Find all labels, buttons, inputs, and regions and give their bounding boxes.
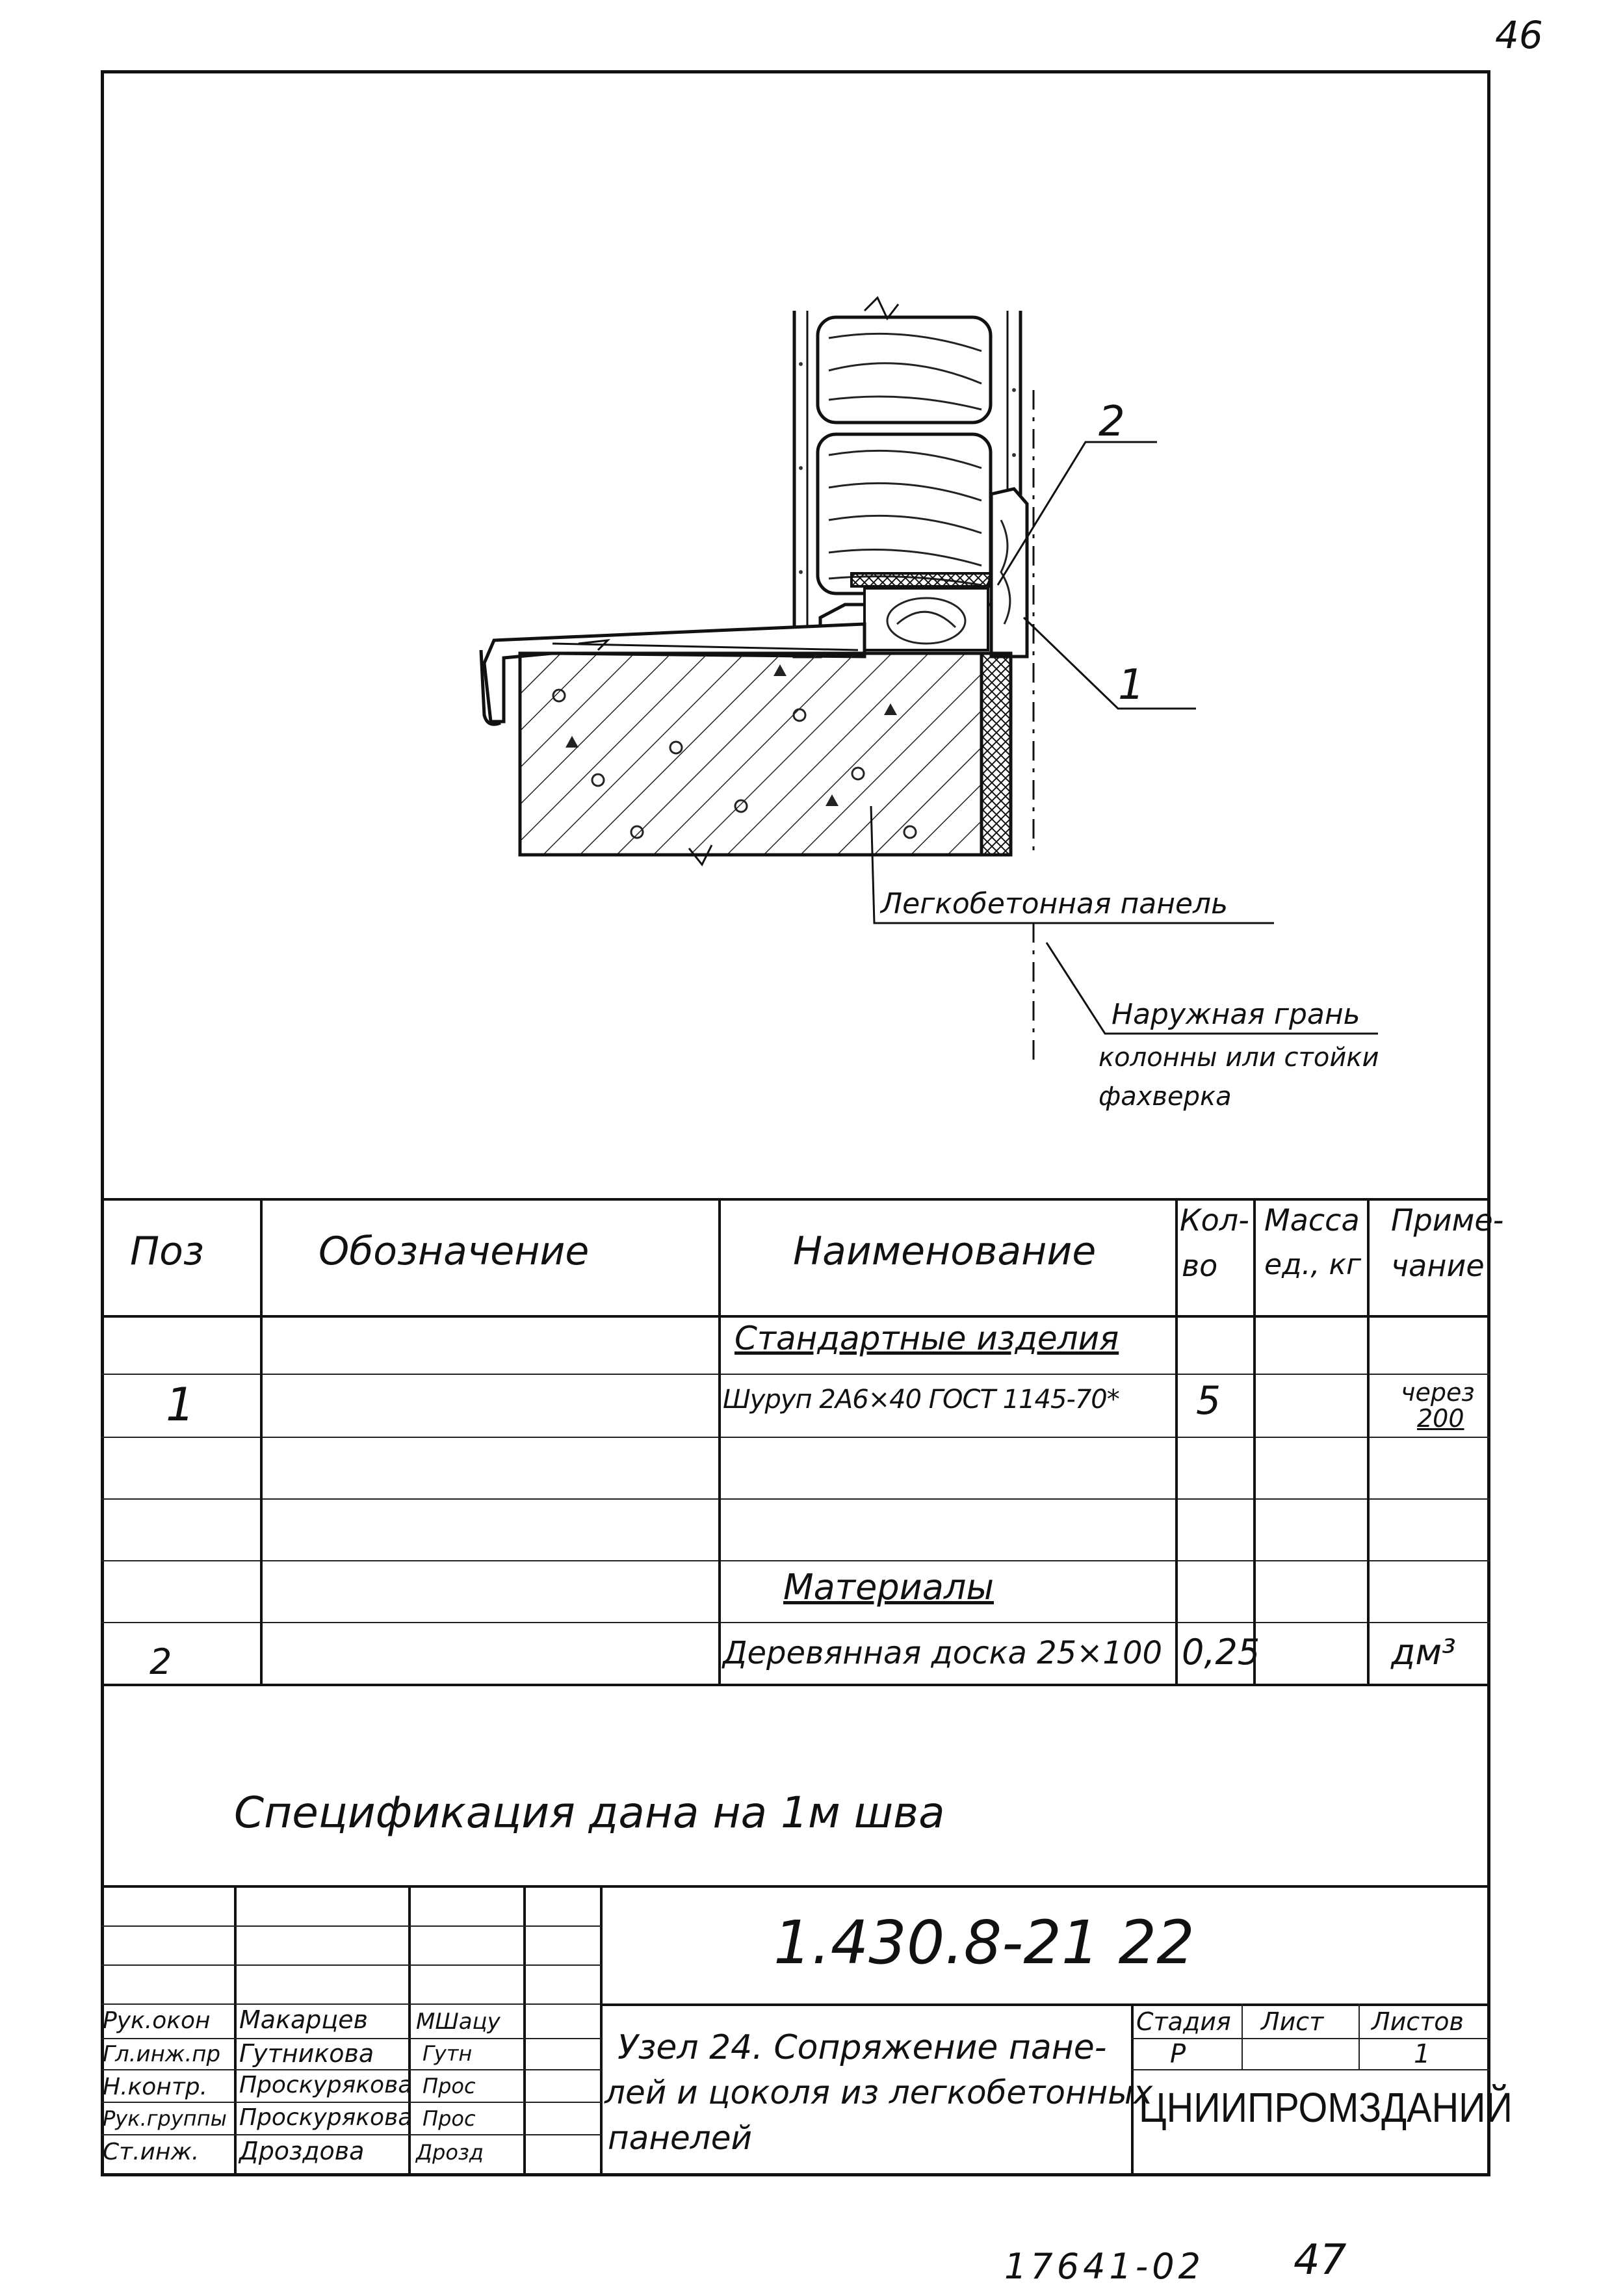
sign-1: Гутн xyxy=(422,2041,473,2066)
header-qty-2: во xyxy=(1182,1248,1218,1283)
title-line-1: Узел 24. Сопряжение пане- xyxy=(618,2028,1107,2067)
row2-note: дм³ xyxy=(1391,1632,1456,1673)
header-mass-2: ед., кг xyxy=(1264,1248,1362,1281)
stage-header: Стадия xyxy=(1136,2007,1231,2036)
title-line-3: панелей xyxy=(608,2119,752,2157)
header-pos: Поз xyxy=(130,1229,204,1274)
row2-qty: 0,25 xyxy=(1182,1632,1260,1673)
name-4: Дроздова xyxy=(239,2137,365,2165)
header-name: Наименование xyxy=(793,1229,1097,1274)
bottom-stamp: 17641-02 xyxy=(1004,2246,1204,2287)
page-number-top: 46 xyxy=(1495,13,1543,57)
name-0: Макарцев xyxy=(239,2005,369,2034)
callout-2: 2 xyxy=(1098,398,1125,446)
row1-note-2: 200 xyxy=(1417,1404,1464,1433)
row2-name: Деревянная доска 25×100 xyxy=(723,1635,1163,1671)
lower-concrete-panel xyxy=(520,653,1011,865)
name-2: Проскурякова xyxy=(239,2072,413,2098)
row1-name: Шуруп 2А6×40 ГОСТ 1145-70* xyxy=(723,1385,1119,1415)
name-3: Проскурякова xyxy=(239,2104,413,2131)
doc-code: 1.430.8-21 22 xyxy=(774,1908,1195,1977)
sign-2: Прос xyxy=(422,2074,476,2098)
name-1: Гутникова xyxy=(239,2039,374,2068)
role-4: Ст.инж. xyxy=(103,2139,200,2165)
row1-pos: 1 xyxy=(166,1378,195,1431)
sign-0: МШацу xyxy=(416,2009,500,2035)
role-1: Гл.инж.пр xyxy=(103,2041,221,2067)
title-line-2: лей и цоколя из легкобетонных xyxy=(604,2074,1153,2111)
label-panel: Легкобетонная панель xyxy=(881,887,1228,920)
role-2: Н.контр. xyxy=(103,2074,208,2100)
header-qty-1: Кол- xyxy=(1180,1203,1249,1238)
header-mass-1: Масса xyxy=(1264,1203,1360,1238)
sheets-header: Листов xyxy=(1372,2007,1464,2036)
organization: ЦНИИПРОМЗДАНИЙ xyxy=(1139,2084,1513,2131)
sign-3: Прос xyxy=(422,2106,476,2131)
section-standard: Стандартные изделия xyxy=(734,1320,1119,1357)
sheets-value: 1 xyxy=(1414,2039,1431,2069)
header-note-1: Приме- xyxy=(1391,1203,1504,1238)
row1-qty: 5 xyxy=(1196,1378,1221,1424)
label-face-1: Наружная грань xyxy=(1112,998,1360,1031)
label-face-3: фахверка xyxy=(1098,1082,1232,1112)
spec-footnote: Спецификация дана на 1м шва xyxy=(234,1788,945,1838)
role-0: Рук.окон xyxy=(103,2007,211,2034)
section-materials: Материалы xyxy=(783,1567,994,1608)
sealing-strip xyxy=(852,573,991,586)
sign-4: Дрозд xyxy=(416,2140,484,2165)
stage-value: Р xyxy=(1170,2039,1186,2069)
wooden-board xyxy=(991,489,1027,657)
bottom-page: 47 xyxy=(1294,2236,1347,2284)
header-note-2: чание xyxy=(1391,1248,1485,1283)
callout-1: 1 xyxy=(1118,661,1145,709)
row1-note-1: через xyxy=(1401,1378,1475,1407)
packing-element xyxy=(864,588,988,650)
sheet-header: Лист xyxy=(1261,2007,1324,2036)
label-face-2: колонны или стойки xyxy=(1098,1043,1379,1073)
header-designation: Обозначение xyxy=(318,1229,590,1274)
row2-pos: 2 xyxy=(150,1641,172,1682)
role-3: Рук.группы xyxy=(103,2106,227,2131)
